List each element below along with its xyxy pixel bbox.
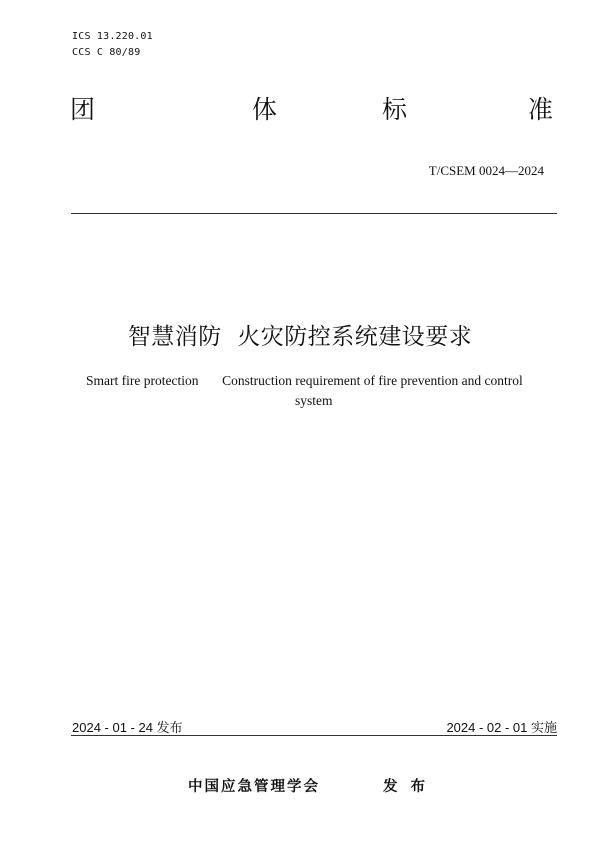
title-chinese: 智慧消防 火灾防控系统建设要求 — [127, 324, 473, 350]
title-english — [86, 371, 556, 411]
standard-type-char-1: 团 — [70, 95, 96, 124]
standard-type-char-2: 体 — [252, 95, 278, 124]
publisher-action: 发 布 — [383, 779, 430, 795]
publish-date: 2024 - 01 - 24 发布 — [72, 720, 183, 735]
implementation-date: 2024 - 02 - 01 实施 — [446, 720, 557, 735]
standard-number: T/CSEM 0024—2024 — [428, 163, 544, 178]
standard-type-char-4: 准 — [528, 95, 554, 124]
top-divider — [71, 213, 557, 214]
ccs-code: CCS C 80/89 — [72, 47, 141, 58]
ics-code: ICS 13.220.01 — [72, 31, 153, 42]
bottom-divider — [71, 735, 557, 736]
title-english-line-2: system — [295, 393, 333, 408]
publisher-name: 中国应急管理学会 — [188, 779, 320, 795]
standard-type-char-3: 标 — [382, 95, 408, 124]
title-english-line-1: Smart fire protection Construction requirement of fire prevention and control — [86, 373, 523, 388]
